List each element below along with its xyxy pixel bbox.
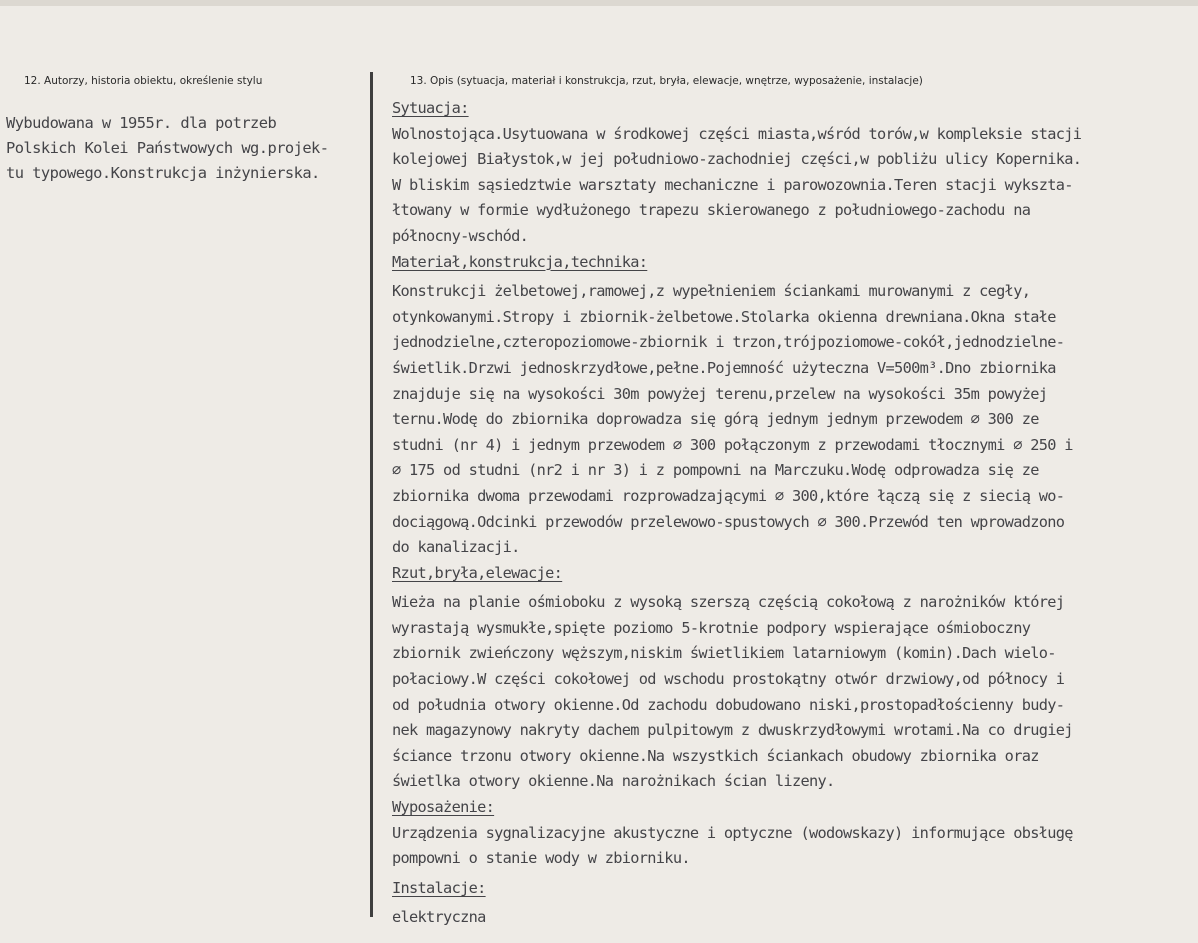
text-line: pompowni o stanie wody w zbiorniku. — [392, 849, 690, 868]
section-heading: Sytuacja: — [392, 99, 469, 117]
text-line: Urządzenia sygnalizacyjne akustyczne i optyczne (wodowskazy) informujące obsługę — [392, 823, 1073, 842]
text-line: połaciowy.W części cokołowej od wschodu prostokątny otwór drzwiowy,od północy i — [392, 670, 1065, 689]
section-heading: Wyposażenie: — [392, 798, 495, 817]
section-material — [392, 250, 1182, 561]
text-line: do kanalizacji. — [392, 538, 520, 557]
left-column-text — [6, 111, 329, 186]
text-line: północny-wschód. — [392, 226, 529, 245]
section-equipment — [392, 795, 1182, 872]
text-line: świetlik.Drzwi jednoskrzydłowe,pełne.Pojemność użyteczna V=500m³.Dno zbiornika — [392, 358, 1056, 377]
text-line: dociągową.Odcinki przewodów przelewowo-spustowych ∅ 300.Przewód ten wprowadzono — [392, 512, 1065, 531]
section-heading: Materiał,konstrukcja,technika: — [392, 252, 648, 271]
text-line: ∅ 175 od studni (nr2 i nr 3) i z pompowni na Marczuku.Wodę odprowadza się ze — [392, 461, 1039, 480]
section-installations — [392, 876, 1182, 931]
text-line: tu typowego.Konstrukcja inżynierska. — [6, 164, 320, 182]
left-column-header: 12. Autorzy, historia obiektu, określenie stylu — [24, 75, 263, 87]
section-heading: Instalacje: — [392, 878, 486, 897]
text-line: łtowany w formie wydłużonego trapezu skierowanego z południowego-zachodu na — [392, 201, 1031, 220]
section-plan-body-elevations — [392, 561, 1182, 795]
text-line: otynkowanymi.Stropy i zbiornik-żelbetowe.Stolarka okienna drewniana.Okna stałe — [392, 307, 1056, 326]
text-line: nek magazynowy nakryty dachem pulpitowym z dwuskrzydłowymi wrotami.Na co drugiej — [392, 721, 1073, 740]
description-column — [392, 96, 1182, 931]
text-line: jednodzielne,czteropoziomowe-zbiornik i trzon,trójpoziomowe-cokół,jednodzielne- — [392, 333, 1065, 352]
text-line: znajduje się na wysokości 30m powyżej terenu,przelew na wysokości 35m powyżej — [392, 384, 1048, 403]
right-column-header: 13. Opis (sytuacja, materiał i konstrukcja, rzut, bryła, elewacje, wnętrze, wyposażenie, instalacje) — [410, 75, 923, 87]
column-divider — [370, 72, 373, 917]
text-line: ściance trzonu otwory okienne.Na wszystkich ściankach obudowy zbiornika oraz — [392, 746, 1039, 765]
text-line: kolejowej Białystok,w jej południowo-zachodniej części,w pobliżu ulicy Kopernika. — [392, 150, 1082, 169]
text-line: Konstrukcji żelbetowej,ramowej,z wypełnieniem ściankami murowanymi z cegły, — [392, 282, 1031, 301]
text-line: zbiornika dwoma przewodami rozprowadzającymi ∅ 300,które łączą się z siecią wo- — [392, 486, 1065, 505]
text-line: Wybudowana w 1955r. dla potrzeb — [6, 114, 277, 132]
section-heading: Rzut,bryła,elewacje: — [392, 563, 563, 582]
sheet-top-edge — [0, 0, 1198, 6]
text-line: od południa otwory okienne.Od zachodu dobudowano niski,prostopadłościenny budy- — [392, 695, 1065, 714]
text-line: studni (nr 4) i jednym przewodem ∅ 300 połączonym z przewodami tłocznymi ∅ 250 i — [392, 435, 1073, 454]
text-line: zbiornik zwieńczony węższym,niskim świetlikiem latarniowym (komin).Dach wielo- — [392, 644, 1056, 663]
text-line: Wieża na planie ośmioboku z wysoką szerszą częścią cokołową z narożników której — [392, 593, 1065, 612]
text-line: Wolnostojąca.Usytuowana w środkowej części miasta,wśród torów,w kompleksie stacji — [392, 124, 1082, 143]
text-line: ternu.Wodę do zbiornika doprowadza się górą jednym jednym przewodem ∅ 300 ze — [392, 410, 1039, 429]
text-line: wyrastają wysmukłe,spięte poziomo 5-krotnie podpory wspierające ośmioboczny — [392, 618, 1031, 637]
text-line: świetlka otwory okienne.Na narożnikach ścian lizeny. — [392, 772, 835, 791]
text-line: Polskich Kolei Państwowych wg.projek- — [6, 139, 329, 157]
text-line: W bliskim sąsiedztwie warsztaty mechaniczne i parowozownia.Teren stacji wykszta- — [392, 175, 1073, 194]
section-situation — [392, 96, 1182, 250]
text-line: elektryczna — [392, 908, 486, 927]
